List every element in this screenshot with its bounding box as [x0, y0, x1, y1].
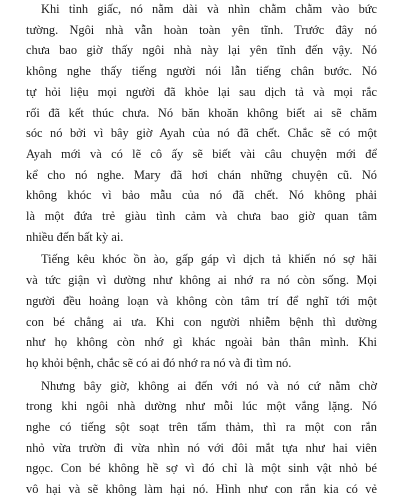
text-line: con bé chẳng ai ưa. Khi con người nhiễm bệnh thì dường	[26, 314, 377, 329]
text-line: tường. Ngôi nhà vẫn hoàn toàn yên tĩnh. Trước đây nó	[26, 22, 377, 37]
text-line: nghe có tiếng sột soạt trên tấm thảm, thì ra một con rắn	[26, 420, 377, 435]
text-line: trong khi ngôi nhà dường như mỗi lúc một vắng lặng. Nó	[26, 399, 377, 414]
text-line: và tức giận vì dường như không ai nhớ ra nó còn sống. Mọi	[26, 273, 377, 288]
text-line: ngọc. Con bé không hề sợ vì đó chỉ là một sinh vật nhỏ bé	[26, 461, 377, 476]
text-line: là một đứa trẻ giàu tình cảm và chưa bao giờ quan tâm	[26, 209, 377, 224]
paragraph-1	[26, 0, 377, 247]
text-line: không khóc vì bảo mẫu của nó đã chết. Nó không phải	[26, 188, 377, 203]
paragraph-3	[26, 376, 377, 500]
text-line: sóc nó bởi vì bây giờ Ayah của nó đã chết. Chắc sẽ có một	[26, 126, 377, 141]
text-line: Tiếng kêu khóc ồn ào, gấp gáp vì dịch tả khiến nó sợ hãi	[41, 252, 377, 267]
text-line: không nghe thấy tiếng người nói lẫn tiếng chân bước. Nó	[26, 64, 377, 79]
text-line: người đều hoảng loạn và không còn tâm trí để nghĩ tới một	[26, 293, 377, 308]
text-line: vô hại và sẽ không làm hại nó. Hình như con rắn kia có vẻ	[26, 482, 377, 497]
text-line: nhỏ vừa trườn đi vừa nhìn nó với đôi mắt tựa như hai viên	[26, 440, 377, 455]
text-line: kể cho nó nghe. Mary đã hơi chán những chuyện cũ. Nó	[26, 167, 377, 182]
text-line: tự hỏi liệu mọi người đã khỏe lại sau dịch tả và mọi rắc	[26, 84, 377, 99]
text-line: Nhưng bây giờ, không ai đến với nó và nó cứ nằm chờ	[41, 378, 377, 393]
text-line: nhiều đến bất kỳ ai.	[26, 229, 124, 244]
text-line: rối đã kết thúc chưa. Nó băn khoăn không biết ai sẽ chăm	[26, 105, 377, 120]
text-line: Ayah mới và có lẽ cô ấy sẽ biết vài câu chuyện mới để	[26, 146, 377, 161]
text-line: họ khỏi bệnh, chắc sẽ có ai đó nhớ ra nó và đi tìm nó.	[26, 355, 292, 370]
text-line: chưa bao giờ thấy ngôi nhà này lại yên tĩnh đến vậy. Nó	[26, 43, 377, 58]
paragraph-2	[26, 249, 377, 373]
text-line: như họ không còn nhớ gì khác ngoài bản thân mình. Khi	[26, 335, 377, 350]
text-line: Khi tỉnh giấc, nó nằm dài và nhìn chằm chằm vào bức	[41, 2, 377, 16]
body-text	[26, 0, 377, 500]
